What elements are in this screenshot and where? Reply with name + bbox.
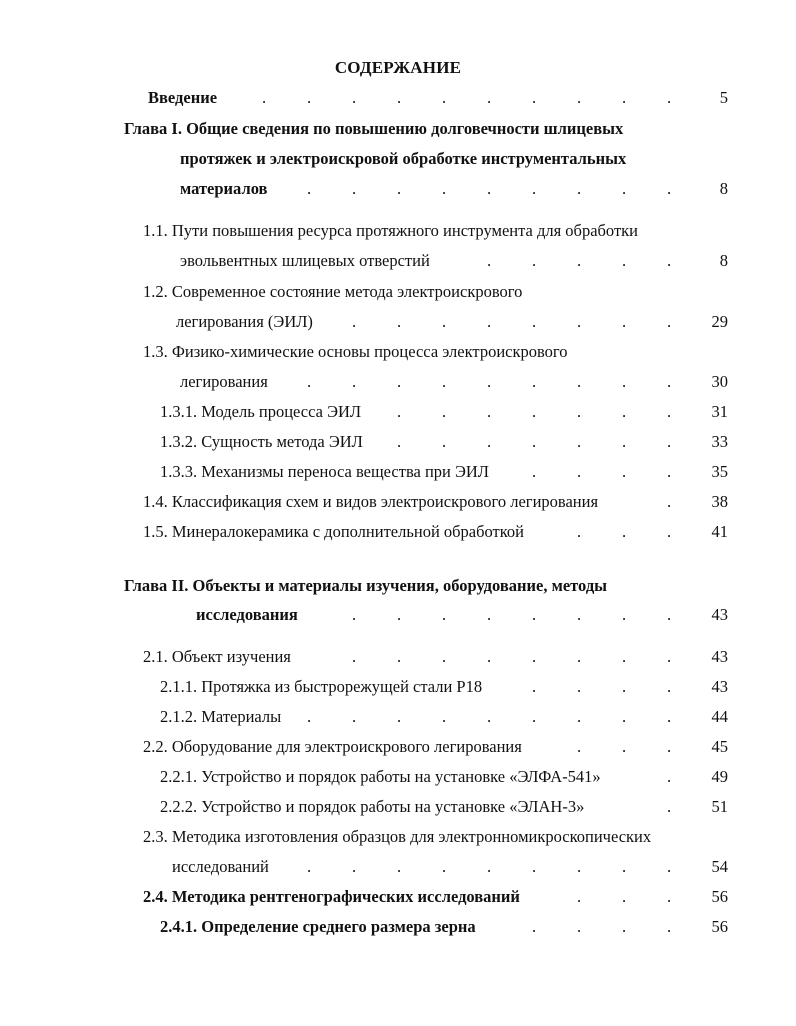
- toc-entry-title: исследований: [172, 857, 269, 876]
- leader-dot: .: [487, 312, 492, 331]
- toc-entry: [0, 370, 796, 394]
- leader-dot: .: [487, 857, 492, 876]
- leader-dot: .: [577, 432, 582, 451]
- toc-entry: [0, 400, 796, 424]
- leader-dot: .: [352, 605, 357, 624]
- toc-entry-page: 49: [711, 767, 728, 786]
- leader-dot: .: [622, 402, 627, 421]
- toc-entry-title: 1.3.2. Сущность метода ЭИЛ: [160, 432, 363, 451]
- toc-entry-title: Глава I. Общие сведения по повышению долговечности шлицевых: [124, 119, 624, 138]
- leader-dot: .: [667, 88, 672, 107]
- leader-dot: .: [397, 88, 402, 107]
- leader-dot: .: [667, 492, 672, 511]
- leader-dot: .: [622, 887, 627, 906]
- leader-dot: .: [622, 605, 627, 624]
- toc-entry-title: легирования (ЭИЛ): [176, 312, 313, 331]
- leader-dot: .: [667, 179, 672, 198]
- toc-entry: [0, 520, 796, 544]
- toc-entry: [0, 177, 796, 201]
- toc-entry-page: 54: [711, 857, 728, 876]
- toc-entry: [0, 310, 796, 334]
- page-title: СОДЕРЖАНИЕ: [334, 58, 462, 77]
- toc-entry-title: 1.3. Физико-химические основы процесса электроискрового: [143, 342, 568, 361]
- leader-dot: .: [577, 522, 582, 541]
- toc-entry-page: 29: [711, 312, 728, 331]
- leader-dot: .: [667, 522, 672, 541]
- leader-dot: .: [622, 737, 627, 756]
- toc-entry-page: 30: [711, 372, 728, 391]
- leader-dot: .: [352, 707, 357, 726]
- leader-dot: .: [667, 462, 672, 481]
- toc-entry-page: 38: [711, 492, 728, 511]
- toc-entry-title: 1.3.1. Модель процесса ЭИЛ: [160, 402, 362, 421]
- leader-dot: .: [667, 887, 672, 906]
- leader-dot: .: [577, 88, 582, 107]
- toc-entry-page: 44: [711, 707, 728, 726]
- leader-dot: .: [577, 917, 582, 936]
- leader-dot: .: [397, 372, 402, 391]
- leader-dot: .: [577, 887, 582, 906]
- toc-entry-title: исследования: [196, 605, 298, 624]
- leader-dot: .: [307, 857, 312, 876]
- toc-entry: [0, 915, 796, 939]
- leader-dot: .: [487, 251, 492, 270]
- leader-dot: .: [532, 857, 537, 876]
- toc-entry: [0, 825, 796, 849]
- toc-entry-page: 43: [711, 647, 728, 666]
- leader-dot: .: [577, 179, 582, 198]
- toc-entry: [0, 219, 796, 243]
- leader-dot: .: [622, 647, 627, 666]
- leader-dot: .: [667, 432, 672, 451]
- leader-dot: .: [352, 372, 357, 391]
- toc-entry-page: 56: [711, 887, 728, 906]
- leader-dot: .: [442, 432, 447, 451]
- leader-dot: .: [622, 917, 627, 936]
- leader-dot: .: [397, 647, 402, 666]
- leader-dot: .: [487, 179, 492, 198]
- leader-dot: .: [622, 251, 627, 270]
- leader-dot: .: [352, 312, 357, 331]
- leader-dot: .: [397, 857, 402, 876]
- leader-dot: .: [577, 647, 582, 666]
- toc-entry-title: 1.3.3. Механизмы переноса вещества при ЭИЛ: [160, 462, 490, 481]
- toc-entry: [0, 645, 796, 669]
- leader-dot: .: [577, 402, 582, 421]
- leader-dot: .: [622, 677, 627, 696]
- toc-entry: [0, 795, 796, 819]
- leader-dot: .: [622, 372, 627, 391]
- toc-entry: [0, 675, 796, 699]
- toc-entry-page: 8: [719, 251, 728, 270]
- toc-entry: [0, 249, 796, 273]
- leader-dot: .: [442, 88, 447, 107]
- leader-dot: .: [577, 372, 582, 391]
- leader-dot: .: [577, 312, 582, 331]
- toc-entry-page: 51: [711, 797, 728, 816]
- toc-entry-title: протяжек и электроискровой обработке инструментальных: [180, 149, 627, 168]
- leader-dot: .: [667, 707, 672, 726]
- leader-dot: .: [487, 372, 492, 391]
- leader-dot: .: [667, 737, 672, 756]
- toc-entry-title: 2.4. Методика рентгенографических исследований: [143, 887, 520, 906]
- leader-dot: .: [577, 605, 582, 624]
- toc-entry-page: 31: [711, 402, 728, 421]
- leader-dot: .: [577, 737, 582, 756]
- toc-entry-page: 45: [711, 737, 728, 756]
- leader-dot: .: [532, 917, 537, 936]
- toc-entry: [0, 430, 796, 454]
- leader-dot: .: [397, 605, 402, 624]
- leader-dot: .: [622, 88, 627, 107]
- toc-entry-page: 5: [719, 88, 728, 107]
- toc-entry-page: 33: [711, 432, 728, 451]
- leader-dot: .: [397, 179, 402, 198]
- toc-entry: [0, 460, 796, 484]
- toc-entry-page: 43: [711, 605, 728, 624]
- toc-entry-page: 56: [711, 917, 728, 936]
- leader-dot: .: [442, 312, 447, 331]
- toc-entry-title: Глава II. Объекты и материалы изучения, оборудование, методы: [124, 576, 608, 595]
- leader-dot: .: [532, 312, 537, 331]
- leader-dot: .: [487, 707, 492, 726]
- leader-dot: .: [667, 797, 672, 816]
- leader-dot: .: [487, 647, 492, 666]
- leader-dot: .: [442, 402, 447, 421]
- leader-dot: .: [622, 432, 627, 451]
- leader-dot: .: [667, 312, 672, 331]
- toc-entry-title: 2.1. Объект изучения: [143, 647, 291, 666]
- leader-dot: .: [352, 647, 357, 666]
- leader-dot: .: [532, 402, 537, 421]
- leader-dot: .: [307, 179, 312, 198]
- leader-dot: .: [667, 251, 672, 270]
- leader-dot: .: [487, 88, 492, 107]
- toc-entry-page: 43: [711, 677, 728, 696]
- toc-entry: [0, 603, 796, 627]
- leader-dot: .: [532, 372, 537, 391]
- leader-dot: .: [442, 647, 447, 666]
- leader-dot: .: [397, 312, 402, 331]
- toc-entry: [0, 147, 796, 171]
- leader-dot: .: [577, 677, 582, 696]
- leader-dot: .: [532, 462, 537, 481]
- leader-dot: .: [442, 372, 447, 391]
- toc-entry-title: 1.1. Пути повышения ресурса протяжного инструмента для обработки: [143, 221, 638, 240]
- toc-entry: [0, 86, 796, 110]
- toc-entry: [0, 280, 796, 304]
- toc-entry-page: 35: [711, 462, 728, 481]
- toc-entry-title: 1.4. Классификация схем и видов электроискрового легирования: [143, 492, 599, 511]
- leader-dot: .: [442, 179, 447, 198]
- leader-dot: .: [262, 88, 267, 107]
- leader-dot: .: [532, 251, 537, 270]
- leader-dot: .: [532, 432, 537, 451]
- leader-dot: .: [667, 857, 672, 876]
- leader-dot: .: [622, 522, 627, 541]
- toc-entry-title: 2.1.1. Протяжка из быстрорежущей стали Р18: [160, 677, 483, 696]
- leader-dot: .: [397, 432, 402, 451]
- leader-dot: .: [397, 402, 402, 421]
- leader-dot: .: [667, 677, 672, 696]
- leader-dot: .: [667, 605, 672, 624]
- toc-entry-title: 1.2. Современное состояние метода электроискрового: [143, 282, 523, 301]
- leader-dot: .: [577, 251, 582, 270]
- toc-entry: [0, 117, 796, 141]
- toc-entry-title: 2.2.1. Устройство и порядок работы на установке «ЭЛФА-541»: [160, 767, 601, 786]
- toc-entry: [0, 340, 796, 364]
- leader-dot: .: [622, 179, 627, 198]
- leader-dot: .: [442, 857, 447, 876]
- toc-entry: [0, 885, 796, 909]
- leader-dot: .: [577, 857, 582, 876]
- leader-dot: .: [487, 402, 492, 421]
- leader-dot: .: [622, 857, 627, 876]
- leader-dot: .: [487, 432, 492, 451]
- toc-entry: [0, 735, 796, 759]
- toc-entry: [0, 855, 796, 879]
- leader-dot: .: [532, 179, 537, 198]
- leader-dot: .: [352, 857, 357, 876]
- toc-entry-title: материалов: [180, 179, 268, 198]
- toc-entry-title: 2.1.2. Материалы: [160, 707, 282, 726]
- leader-dot: .: [622, 707, 627, 726]
- toc-entry-title: эвольвентных шлицевых отверстий: [180, 251, 430, 270]
- toc-entry: [0, 574, 796, 598]
- leader-dot: .: [667, 917, 672, 936]
- leader-dot: .: [667, 402, 672, 421]
- leader-dot: .: [487, 605, 492, 624]
- leader-dot: .: [307, 707, 312, 726]
- leader-dot: .: [397, 707, 402, 726]
- leader-dot: .: [532, 707, 537, 726]
- leader-dot: .: [442, 707, 447, 726]
- toc-entry-title: 2.2.2. Устройство и порядок работы на установке «ЭЛАН-3»: [160, 797, 585, 816]
- leader-dot: .: [622, 462, 627, 481]
- toc-entry: [0, 705, 796, 729]
- leader-dot: .: [532, 677, 537, 696]
- toc-entry-title: Введение: [148, 88, 218, 107]
- leader-dot: .: [352, 179, 357, 198]
- toc-entry-page: 41: [711, 522, 728, 541]
- leader-dot: .: [667, 647, 672, 666]
- leader-dot: .: [532, 605, 537, 624]
- toc-entry-page: 8: [719, 179, 728, 198]
- leader-dot: .: [622, 312, 627, 331]
- leader-dot: .: [307, 88, 312, 107]
- toc-entry: [0, 765, 796, 789]
- toc-entry-title: легирования: [180, 372, 268, 391]
- leader-dot: .: [667, 372, 672, 391]
- toc-entry-title: 2.3. Методика изготовления образцов для электронномикроскопических: [143, 827, 652, 846]
- toc-entry-title: 2.2. Оборудование для электроискрового легирования: [143, 737, 522, 756]
- leader-dot: .: [442, 605, 447, 624]
- leader-dot: .: [532, 88, 537, 107]
- leader-dot: .: [577, 462, 582, 481]
- leader-dot: .: [307, 372, 312, 391]
- toc-entry: [0, 490, 796, 514]
- leader-dot: .: [352, 88, 357, 107]
- leader-dot: .: [667, 767, 672, 786]
- toc-entry-title: 1.5. Минералокерамика с дополнительной обработкой: [143, 522, 525, 541]
- leader-dot: .: [577, 707, 582, 726]
- leader-dot: .: [532, 647, 537, 666]
- toc-entry-title: 2.4.1. Определение среднего размера зерна: [160, 917, 476, 936]
